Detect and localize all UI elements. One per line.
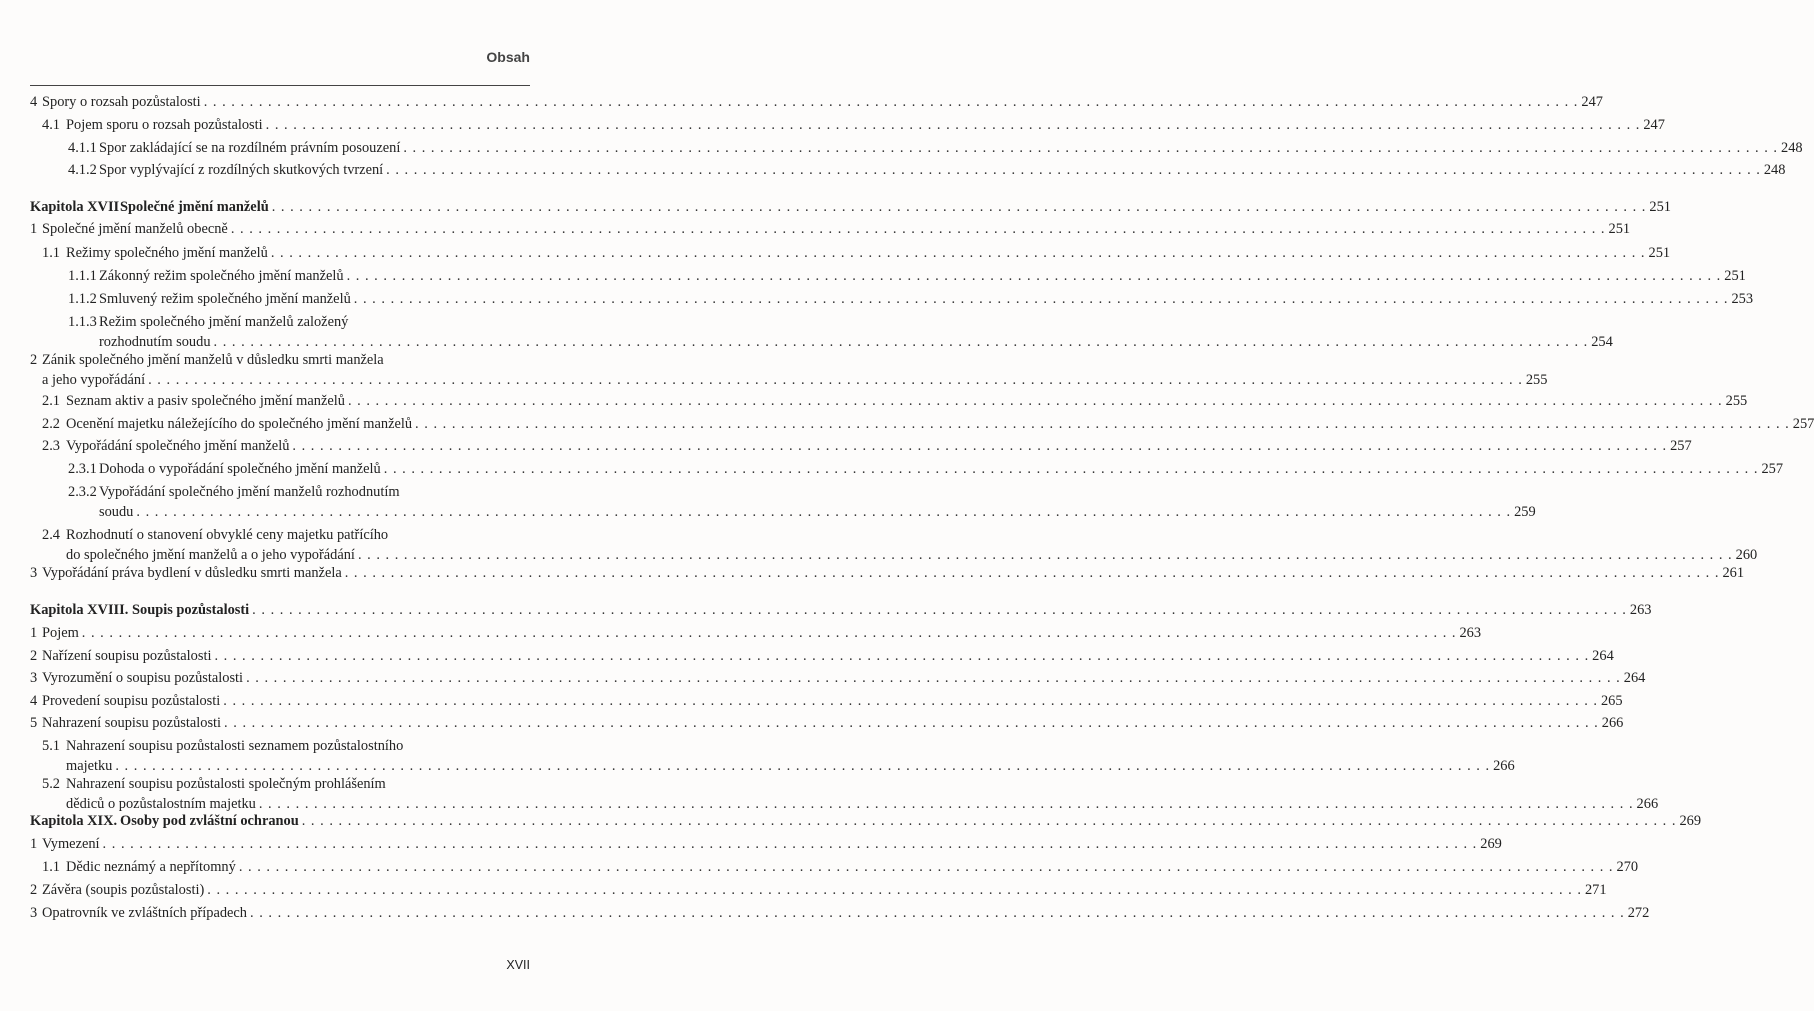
dot-leader: . . . . . . . . . . . . . . . . . . . . . . . . . . . . . . . . . . . . . . . . . . . . . . . . . . . . . . . . . . . . . . . . . . . . . . . . . . . . . . . . . . . . . . . . . . . . . . . . . . . . . . . . . . . . . . . . . . . . . . . . . . . . . . . . . . . . . . . . . . . . . . . . . . . . . . [344, 565, 1720, 581]
toc-entry-title: dědiců o pozůstalostním majetku [66, 796, 256, 812]
toc-entry [30, 623, 1482, 643]
toc-chapter [30, 600, 1652, 620]
toc-page-number: 264 [1592, 648, 1614, 664]
toc-entry-title: Společné jmění manželů [120, 199, 269, 215]
toc-entry-title: Rozhodnutí o stanovení obvyklé ceny majetku patřícího [66, 527, 389, 543]
dot-leader: . . . . . . . . . . . . . . . . . . . . . . . . . . . . . . . . . . . . . . . . . . . . . . . . . . . . . . . . . . . . . . . . . . . . . . . . . . . . . . . . . . . . . . . . . . . . . . . . . . . . . . . . . . . . . . . . . . . . . . . . . . . . . . . . . . . . . . . . . . . . . . . . . . . . . . [136, 504, 1512, 520]
toc-entry-title: Vymezení [42, 836, 100, 852]
toc-entry-number: 3 [30, 905, 38, 921]
toc-entry-number: 2 [30, 882, 38, 898]
dot-leader: . . . . . . . . . . . . . . . . . . . . . . . . . . . . . . . . . . . . . . . . . . . . . . . . . . . . . . . . . . . . . . . . . . . . . . . . . . . . . . . . . . . . . . . . . . . . . . . . . . . . . . . . . . . . . . . . . . . . . . . . . . . . . . . . . . . . . . . . . . . . . . . . . . . . . . [224, 715, 1599, 731]
dot-leader: . . . . . . . . . . . . . . . . . . . . . . . . . . . . . . . . . . . . . . . . . . . . . . . . . . . . . . . . . . . . . . . . . . . . . . . . . . . . . . . . . . . . . . . . . . . . . . . . . . . . . . . . . . . . . . . . . . . . . . . . . . . . . . . . . . . . . . . . . . . . . . . . . . . . . . [265, 117, 1641, 133]
toc-entry-number: 5 [30, 715, 38, 731]
toc-entry-number: 2.4 [42, 527, 60, 543]
dot-leader: . . . . . . . . . . . . . . . . . . . . . . . . . . . . . . . . . . . . . . . . . . . . . . . . . . . . . . . . . . . . . . . . . . . . . . . . . . . . . . . . . . . . . . . . . . . . . . . . . . . . . . . . . . . . . . . . . . . . . . . . . . . . . . . . . . . . . . . . . . . . . . . . . . . . . . [353, 291, 1729, 307]
dot-leader: . . . . . . . . . . . . . . . . . . . . . . . . . . . . . . . . . . . . . . . . . . . . . . . . . . . . . . . . . . . . . . . . . . . . . . . . . . . . . . . . . . . . . . . . . . . . . . . . . . . . . . . . . . . . . . . . . . . . . . . . . . . . . . . . . . . . . . . . . . . . . . . . . . . . . . [230, 221, 1606, 237]
toc-page-number: 255 [1525, 372, 1548, 388]
toc-entry-number: 3 [30, 565, 38, 581]
toc-entry-title: Spor zakládající se na rozdílném právním posouzení [99, 140, 401, 156]
toc-entry [30, 903, 1650, 923]
toc-page-number: 248 [1763, 162, 1786, 178]
toc-page-number: 263 [1459, 625, 1482, 641]
toc-entry-title: Spor vyplývající z rozdílných skutkových tvrzení [99, 162, 384, 178]
toc-page-number: 251 [1608, 221, 1631, 237]
toc-entry-title: Vypořádání společného jmění manželů rozhodnutím [99, 484, 400, 500]
toc-page-number: 251 [1649, 199, 1671, 215]
toc-entry-title: Závěra (soupis pozůstalosti) [42, 882, 205, 898]
toc-entry-number: Kapitola XVIII. [30, 602, 129, 618]
toc-entry-title: Zánik společného jmění manželů v důsledku smrti manžela [42, 352, 384, 368]
toc-entry [30, 880, 1607, 900]
toc-entry [30, 312, 1613, 352]
toc-entry-title: Nahrazení soupisu pozůstalosti [42, 715, 222, 731]
toc-page-number: 272 [1627, 905, 1650, 921]
toc-entry-title: Vypořádání práva bydlení v důsledku smrti manžela [42, 565, 342, 581]
toc-entry-title: Dědic neznámý a nepřítomný [66, 859, 236, 875]
toc-page-number: 251 [1724, 268, 1746, 284]
toc-page-number: 269 [1480, 836, 1502, 852]
toc-page-number: 253 [1731, 291, 1754, 307]
toc-entry-title: Nahrazení soupisu pozůstalosti společným prohlášením [66, 776, 386, 792]
toc-entry [30, 115, 1665, 135]
dot-leader: . . . . . . . . . . . . . . . . . . . . . . . . . . . . . . . . . . . . . . . . . . . . . . . . . . . . . . . . . . . . . . . . . . . . . . . . . . . . . . . . . . . . . . . . . . . . . . . . . . . . . . . . . . . . . . . . . . . . . . . . . . . . . . . . . . . . . . . . . . . . . . . . . . . . . . [246, 670, 1621, 686]
header-rule [30, 85, 530, 86]
dot-leader: . . . . . . . . . . . . . . . . . . . . . . . . . . . . . . . . . . . . . . . . . . . . . . . . . . . . . . . . . . . . . . . . . . . . . . . . . . . . . . . . . . . . . . . . . . . . . . . . . . . . . . . . . . . . . . . . . . . . . . . . . . . . . . . . . . . . . . . . . . . . . . . . . . . . . . [386, 162, 1761, 178]
dot-leader: . . . . . . . . . . . . . . . . . . . . . . . . . . . . . . . . . . . . . . . . . . . . . . . . . . . . . . . . . . . . . . . . . . . . . . . . . . . . . . . . . . . . . . . . . . . . . . . . . . . . . . . . . . . . . . . . . . . . . . . . . . . . . . . . . . . . . . . . . . . . . . . . . . . . . . [203, 94, 1579, 110]
toc-entry [30, 646, 1614, 666]
toc-entry-number: 1.1.2 [68, 291, 97, 307]
toc-entry-number: 1.1.1 [68, 268, 97, 284]
toc-page-number: 266 [1493, 758, 1515, 774]
toc-entry-title: rozhodnutím soudu [99, 334, 211, 350]
dot-leader: . . . . . . . . . . . . . . . . . . . . . . . . . . . . . . . . . . . . . . . . . . . . . . . . . . . . . . . . . . . . . . . . . . . . . . . . . . . . . . . . . . . . . . . . . . . . . . . . . . . . . . . . . . . . . . . . . . . . . . . . . . . . . . . . . . . . . . . . . . . . . . . . . . . . . . [357, 547, 1733, 563]
toc-entry-number: 5.2 [42, 776, 60, 792]
toc-entry-title: Režim společného jmění manželů založený [99, 314, 349, 330]
toc-entry-number: 4.1 [42, 117, 60, 133]
dot-leader: . . . . . . . . . . . . . . . . . . . . . . . . . . . . . . . . . . . . . . . . . . . . . . . . . . . . . . . . . . . . . . . . . . . . . . . . . . . . . . . . . . . . . . . . . . . . . . . . . . . . . . . . . . . . . . . . . . . . . . . . . . . . . . . . . . . . . . . . . . . . . . . . . . . . . . [81, 625, 1457, 641]
toc-page-number: 247 [1581, 94, 1603, 110]
dot-leader: . . . . . . . . . . . . . . . . . . . . . . . . . . . . . . . . . . . . . . . . . . . . . . . . . . . . . . . . . . . . . . . . . . . . . . . . . . . . . . . . . . . . . . . . . . . . . . . . . . . . . . . . . . . . . . . . . . . . . . . . . . . . . . . . . . . . . . . . . . . . . . . . . . . . . . [383, 461, 1759, 477]
toc-page-number: 248 [1781, 140, 1803, 156]
toc-entry-title: Opatrovník ve zvláštních případech [42, 905, 247, 921]
toc-entry-number: 3 [30, 670, 38, 686]
dot-leader: . . . . . . . . . . . . . . . . . . . . . . . . . . . . . . . . . . . . . . . . . . . . . . . . . . . . . . . . . . . . . . . . . . . . . . . . . . . . . . . . . . . . . . . . . . . . . . . . . . . . . . . . . . . . . . . . . . . . . . . . . . . . . . . . . . . . . . . . . . . . . . . . . . . . . . [223, 693, 1598, 709]
toc-entry [30, 857, 1639, 877]
running-header: Obsah [486, 49, 530, 65]
dot-leader: . . . . . . . . . . . . . . . . . . . . . . . . . . . . . . . . . . . . . . . . . . . . . . . . . . . . . . . . . . . . . . . . . . . . . . . . . . . . . . . . . . . . . . . . . . . . . . . . . . . . . . . . . . . . . . . . . . . . . . . . . . . . . . . . . . . . . . . . . . . . . . . . . . . . . . [347, 393, 1723, 409]
toc-entry-number: 2.2 [42, 416, 60, 432]
toc-entry-title: Ocenění majetku náležejícího do společného jmění manželů [66, 416, 413, 432]
toc-entry-number: 2 [30, 648, 38, 664]
toc-entry [30, 691, 1623, 711]
toc-entry [30, 525, 1758, 565]
toc-entry-number: 2.3.1 [68, 461, 97, 477]
dot-leader: . . . . . . . . . . . . . . . . . . . . . . . . . . . . . . . . . . . . . . . . . . . . . . . . . . . . . . . . . . . . . . . . . . . . . . . . . . . . . . . . . . . . . . . . . . . . . . . . . . . . . . . . . . . . . . . . . . . . . . . . . . . . . . . . . . . . . . . . . . . . . . . . . . . . . . [102, 836, 1478, 852]
toc-entry [30, 350, 1548, 390]
dot-leader: . . . . . . . . . . . . . . . . . . . . . . . . . . . . . . . . . . . . . . . . . . . . . . . . . . . . . . . . . . . . . . . . . . . . . . . . . . . . . . . . . . . . . . . . . . . . . . . . . . . . . . . . . . . . . . . . . . . . . . . . . . . . . . . . . . . . . . . . . . . . . . . . . . . . . . [115, 758, 1491, 774]
toc-entry-title: a jeho vypořádání [42, 372, 146, 388]
toc-page-number: 247 [1643, 117, 1665, 133]
toc-entry [30, 668, 1646, 688]
toc-chapter [30, 811, 1702, 831]
toc-entry-number: 4.1.1 [68, 140, 97, 156]
toc-page-number: 257 [1761, 461, 1784, 477]
toc-entry-title: Vypořádání společného jmění manželů [66, 438, 290, 454]
toc-page-number: 265 [1600, 693, 1623, 709]
toc-page-number: 263 [1629, 602, 1652, 618]
toc-chapter [30, 197, 1671, 217]
page-number: XVII [506, 958, 530, 972]
toc-entry-title: Osoby pod zvláštní ochranou [120, 813, 299, 829]
toc-entry-title: do společného jmění manželů a o jeho vypořádání [66, 547, 355, 563]
toc-entry [30, 713, 1624, 733]
toc-entry [30, 459, 1784, 479]
toc-entry [30, 436, 1692, 456]
toc-entry [30, 391, 1748, 411]
toc-entry-number: 1 [30, 221, 38, 237]
toc-page-number: 271 [1584, 882, 1607, 898]
toc-page-number: 255 [1725, 393, 1748, 409]
toc-entry-title: Dohoda o vypořádání společného jmění manželů [99, 461, 381, 477]
dot-leader: . . . . . . . . . . . . . . . . . . . . . . . . . . . . . . . . . . . . . . . . . . . . . . . . . . . . . . . . . . . . . . . . . . . . . . . . . . . . . . . . . . . . . . . . . . . . . . . . . . . . . . . . . . . . . . . . . . . . . . . . . . . . . . . . . . . . . . . . . . . . . . . . . . . . . . [346, 268, 1722, 284]
toc-entry [30, 736, 1515, 776]
toc-page-number: 260 [1735, 547, 1758, 563]
toc-entry-title: Společné jmění manželů obecně [42, 221, 228, 237]
dot-leader: . . . . . . . . . . . . . . . . . . . . . . . . . . . . . . . . . . . . . . . . . . . . . . . . . . . . . . . . . . . . . . . . . . . . . . . . . . . . . . . . . . . . . . . . . . . . . . . . . . . . . . . . . . . . . . . . . . . . . . . . . . . . . . . . . . . . . . . . . . . . . . . . . . . . . . [403, 140, 1779, 156]
toc-entry [30, 414, 1814, 434]
toc-entry [30, 774, 1659, 814]
toc-entry-number: 1 [30, 625, 38, 641]
dot-leader: . . . . . . . . . . . . . . . . . . . . . . . . . . . . . . . . . . . . . . . . . . . . . . . . . . . . . . . . . . . . . . . . . . . . . . . . . . . . . . . . . . . . . . . . . . . . . . . . . . . . . . . . . . . . . . . . . . . . . . . . . . . . . . . . . . . . . . . . . . . . . . . . . . . . . . [207, 882, 1582, 898]
toc-page-number: 266 [1601, 715, 1624, 731]
toc-entry-title: Vyrozumění o soupisu pozůstalosti [42, 670, 244, 686]
toc-page-number: 259 [1514, 504, 1536, 520]
toc-entry-title: Soupis pozůstalosti [132, 602, 250, 618]
toc-entry-number: 2 [30, 352, 38, 368]
toc-entry-title: Pojem [42, 625, 79, 641]
dot-leader: . . . . . . . . . . . . . . . . . . . . . . . . . . . . . . . . . . . . . . . . . . . . . . . . . . . . . . . . . . . . . . . . . . . . . . . . . . . . . . . . . . . . . . . . . . . . . . . . . . . . . . . . . . . . . . . . . . . . . . . . . . . . . . . . . . . . . . . . . . . . . . . . . . . . . . [238, 859, 1614, 875]
toc-page-number: 261 [1722, 565, 1745, 581]
toc-entry [30, 563, 1745, 583]
toc-entry [30, 289, 1754, 309]
dot-leader: . . . . . . . . . . . . . . . . . . . . . . . . . . . . . . . . . . . . . . . . . . . . . . . . . . . . . . . . . . . . . . . . . . . . . . . . . . . . . . . . . . . . . . . . . . . . . . . . . . . . . . . . . . . . . . . . . . . . . . . . . . . . . . . . . . . . . . . . . . . . . . . . . . . . . . [214, 648, 1590, 664]
toc-page-number: 254 [1591, 334, 1613, 350]
dot-leader: . . . . . . . . . . . . . . . . . . . . . . . . . . . . . . . . . . . . . . . . . . . . . . . . . . . . . . . . . . . . . . . . . . . . . . . . . . . . . . . . . . . . . . . . . . . . . . . . . . . . . . . . . . . . . . . . . . . . . . . . . . . . . . . . . . . . . . . . . . . . . . . . . . . . . . [252, 602, 1627, 618]
toc-entry [30, 138, 1803, 158]
toc-entry-title: Zákonný režim společného jmění manželů [99, 268, 344, 284]
toc-entry-number: 4 [30, 94, 38, 110]
toc-entry-number: 2.1 [42, 393, 60, 409]
dot-leader: . . . . . . . . . . . . . . . . . . . . . . . . . . . . . . . . . . . . . . . . . . . . . . . . . . . . . . . . . . . . . . . . . . . . . . . . . . . . . . . . . . . . . . . . . . . . . . . . . . . . . . . . . . . . . . . . . . . . . . . . . . . . . . . . . . . . . . . . . . . . . . . . . . . . . . [270, 245, 1646, 261]
toc-entry-number: 1 [30, 836, 38, 852]
toc-page-number: 264 [1623, 670, 1646, 686]
toc-entry-title: Pojem sporu o rozsah pozůstalosti [66, 117, 263, 133]
toc-entry-title: majetku [66, 758, 113, 774]
toc-page-number: 269 [1679, 813, 1702, 829]
toc-page-number: 270 [1616, 859, 1639, 875]
toc-page-number: 266 [1636, 796, 1659, 812]
toc-entry [30, 834, 1502, 854]
toc-entry [30, 219, 1631, 239]
dot-leader: . . . . . . . . . . . . . . . . . . . . . . . . . . . . . . . . . . . . . . . . . . . . . . . . . . . . . . . . . . . . . . . . . . . . . . . . . . . . . . . . . . . . . . . . . . . . . . . . . . . . . . . . . . . . . . . . . . . . . . . . . . . . . . . . . . . . . . . . . . . . . . . . . . . . . . [258, 796, 1634, 812]
dot-leader: . . . . . . . . . . . . . . . . . . . . . . . . . . . . . . . . . . . . . . . . . . . . . . . . . . . . . . . . . . . . . . . . . . . . . . . . . . . . . . . . . . . . . . . . . . . . . . . . . . . . . . . . . . . . . . . . . . . . . . . . . . . . . . . . . . . . . . . . . . . . . . . . . . . . . . [250, 905, 1625, 921]
toc-entry-number: 1.1 [42, 859, 60, 875]
toc-page-number: 257 [1670, 438, 1692, 454]
toc-entry-title: Seznam aktiv a pasiv společného jmění manželů [66, 393, 345, 409]
toc-entry-number: Kapitola XIX. [30, 813, 118, 829]
toc-entry [30, 243, 1671, 263]
toc-entry-title: Provedení soupisu pozůstalosti [42, 693, 221, 709]
toc-entry-title: Nařízení soupisu pozůstalosti [42, 648, 212, 664]
toc-entry [30, 482, 1536, 522]
toc-entry-title: Nahrazení soupisu pozůstalosti seznamem pozůstalostního [66, 738, 404, 754]
dot-leader: . . . . . . . . . . . . . . . . . . . . . . . . . . . . . . . . . . . . . . . . . . . . . . . . . . . . . . . . . . . . . . . . . . . . . . . . . . . . . . . . . . . . . . . . . . . . . . . . . . . . . . . . . . . . . . . . . . . . . . . . . . . . . . . . . . . . . . . . . . . . . . . . . . . . . . [271, 199, 1647, 215]
toc-entry-number: 4.1.2 [68, 162, 97, 178]
toc-entry-title: Spory o rozsah pozůstalosti [42, 94, 201, 110]
toc-entry-number: 1.1.3 [68, 314, 97, 330]
toc-entry-number: 2.3.2 [68, 484, 97, 500]
toc-entry-number: Kapitola XVII [30, 199, 120, 215]
dot-leader: . . . . . . . . . . . . . . . . . . . . . . . . . . . . . . . . . . . . . . . . . . . . . . . . . . . . . . . . . . . . . . . . . . . . . . . . . . . . . . . . . . . . . . . . . . . . . . . . . . . . . . . . . . . . . . . . . . . . . . . . . . . . . . . . . . . . . . . . . . . . . . . . . . . . . . [292, 438, 1668, 454]
toc-entry [30, 92, 1603, 112]
toc-entry-title: Režimy společného jmění manželů [66, 245, 268, 261]
toc-entry-number: 5.1 [42, 738, 60, 754]
toc-entry-number: 4 [30, 693, 38, 709]
toc-entry-number: 1.1 [42, 245, 60, 261]
dot-leader: . . . . . . . . . . . . . . . . . . . . . . . . . . . . . . . . . . . . . . . . . . . . . . . . . . . . . . . . . . . . . . . . . . . . . . . . . . . . . . . . . . . . . . . . . . . . . . . . . . . . . . . . . . . . . . . . . . . . . . . . . . . . . . . . . . . . . . . . . . . . . . . . . . . . . . [148, 372, 1523, 388]
toc-entry [30, 160, 1786, 180]
dot-leader: . . . . . . . . . . . . . . . . . . . . . . . . . . . . . . . . . . . . . . . . . . . . . . . . . . . . . . . . . . . . . . . . . . . . . . . . . . . . . . . . . . . . . . . . . . . . . . . . . . . . . . . . . . . . . . . . . . . . . . . . . . . . . . . . . . . . . . . . . . . . . . . . . . . . . . [213, 334, 1589, 350]
dot-leader: . . . . . . . . . . . . . . . . . . . . . . . . . . . . . . . . . . . . . . . . . . . . . . . . . . . . . . . . . . . . . . . . . . . . . . . . . . . . . . . . . . . . . . . . . . . . . . . . . . . . . . . . . . . . . . . . . . . . . . . . . . . . . . . . . . . . . . . . . . . . . . . . . . . . . . [415, 416, 1790, 432]
toc-page-number: 251 [1648, 245, 1671, 261]
toc-entry [30, 266, 1746, 286]
toc-entry-title: Smluvený režim společného jmění manželů [99, 291, 351, 307]
toc-entry-title: soudu [99, 504, 134, 520]
dot-leader: . . . . . . . . . . . . . . . . . . . . . . . . . . . . . . . . . . . . . . . . . . . . . . . . . . . . . . . . . . . . . . . . . . . . . . . . . . . . . . . . . . . . . . . . . . . . . . . . . . . . . . . . . . . . . . . . . . . . . . . . . . . . . . . . . . . . . . . . . . . . . . . . . . . . . . [301, 813, 1677, 829]
toc-page-number: 257 [1792, 416, 1814, 432]
toc-entry-number: 2.3 [42, 438, 60, 454]
